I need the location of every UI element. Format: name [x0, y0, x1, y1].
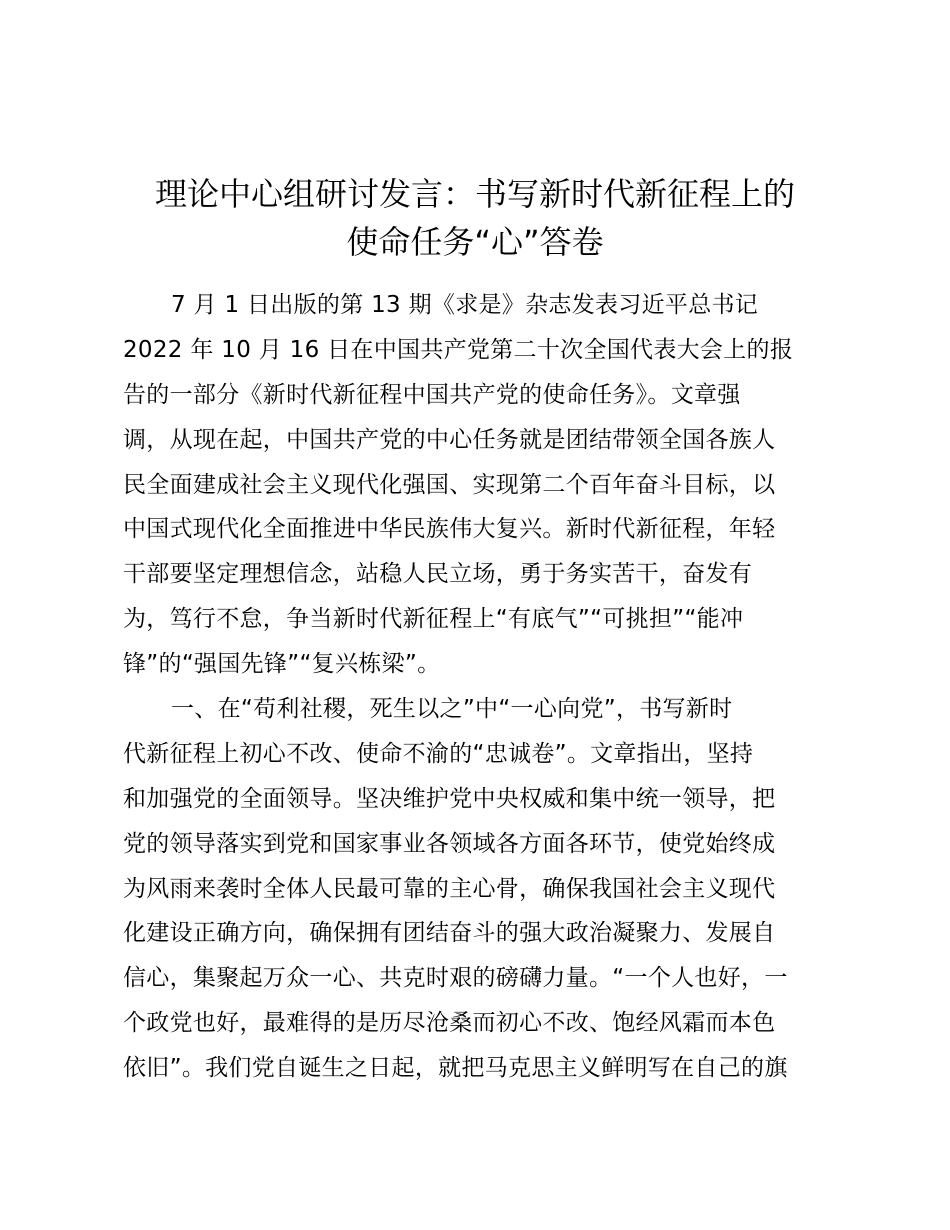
title-line-2: 使命任务“心”答卷 [346, 223, 604, 261]
paragraph-line: 依旧”。我们党自诞生之日起，就把马克思主义鲜明写在自己的旗 [123, 1055, 788, 1082]
title-line-1: 理论中心组研讨发言：书写新时代新征程上的 [154, 175, 795, 213]
paragraph-line: 为风雨来袭时全体人民最可靠的主心骨，确保我国社会主义现代 [123, 875, 776, 902]
paragraph-line: 干部要坚定理想信念，站稳人民立场，勇于务实苦干，奋发有 [123, 561, 753, 588]
paragraph-line: 告的一部分《新时代新征程中国共产党的使命任务》。文章强 [123, 381, 741, 408]
paragraph-line: 信心，集聚起万众一心、共克时艰的磅礴力量。“一个人也好，一 [123, 965, 788, 992]
paragraph-line: 个政党也好，最难得的是历尽沧桑而初心不改、饱经风霜而本色 [123, 1010, 776, 1037]
paragraph-line: 7 月 1 日出版的第 13 期《求是》杂志发表习近平总书记 [171, 292, 759, 318]
paragraph-line: 2022 年 10 月 16 日在中国共产党第二十次全国代表大会上的报 [123, 336, 794, 363]
paragraph-line: 锋”的“强国先锋”“复兴栋梁”。 [123, 651, 441, 678]
paragraph-line: 民全面建成社会主义现代化强国、实现第二个百年奋斗目标，以 [123, 471, 776, 498]
document-body [123, 283, 843, 1091]
paragraph-line: 调，从现在起，中国共产党的中心任务就是团结带领全国各族人 [123, 426, 776, 453]
paragraph-line: 中国式现代化全面推进中华民族伟大复兴。新时代新征程，年轻 [123, 516, 776, 543]
paragraph-line: 和加强党的全面领导。坚决维护党中央权威和集中统一领导，把 [123, 785, 776, 812]
paragraph-line: 党的领导落实到党和国家事业各领域各方面各环节，使党始终成 [123, 830, 776, 857]
paragraph-line: 化建设正确方向，确保拥有团结奋斗的强大政治凝聚力、发展自 [123, 920, 776, 947]
paragraph-line: 代新征程上初心不改、使命不渝的“忠诚卷”。文章指出，坚持 [123, 740, 754, 767]
paragraph-line: 一、在“苟利社稷，死生以之”中“一心向党”，书写新时 [171, 696, 733, 723]
document-title [110, 170, 840, 266]
paragraph-line: 为，笃行不怠，争当新时代新征程上“有底气”“可挑担”“能冲 [123, 606, 744, 633]
